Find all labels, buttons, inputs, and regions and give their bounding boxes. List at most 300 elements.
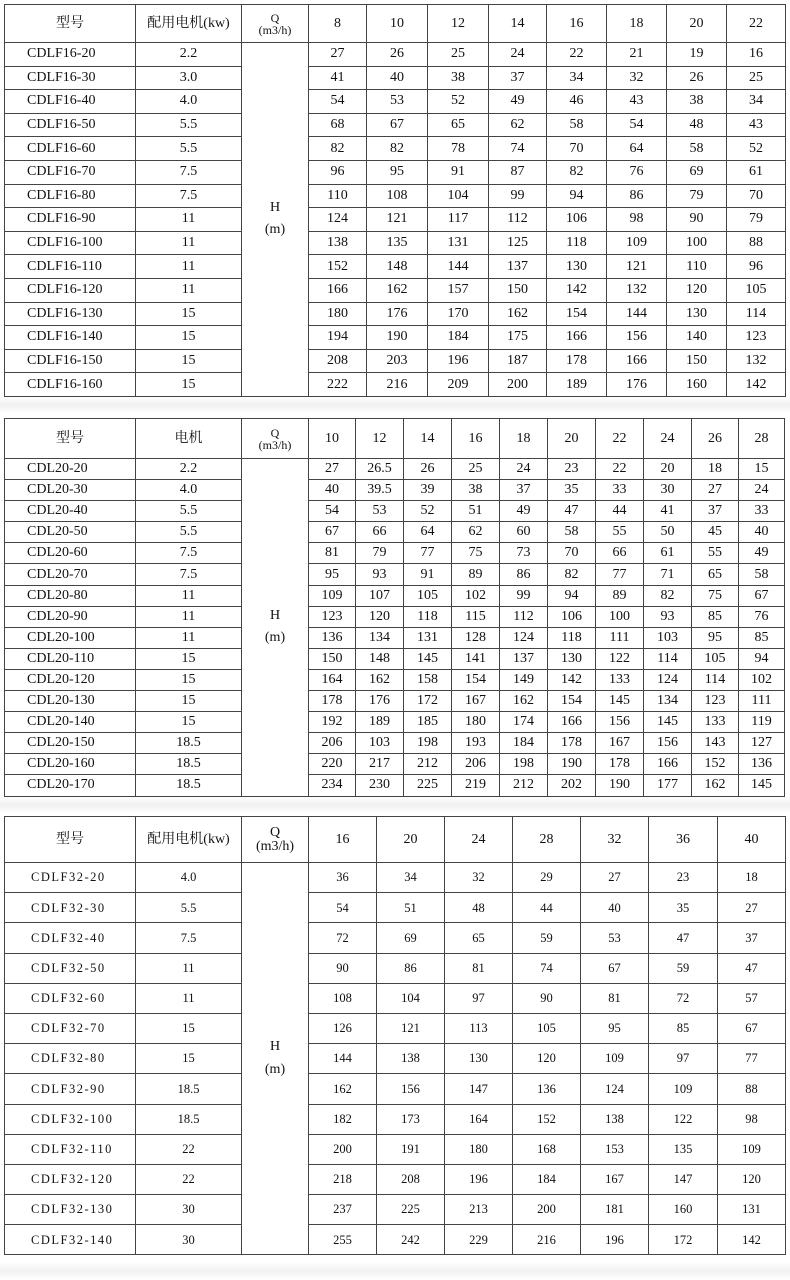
table-row [5, 893, 786, 923]
table-row [5, 43, 786, 67]
head-value-cell: 130 [547, 255, 607, 279]
head-value-cell: 140 [667, 326, 727, 350]
head-value-cell: 100 [596, 606, 644, 627]
head-value-cell: 145 [644, 712, 692, 733]
head-value-cell: 121 [607, 255, 667, 279]
head-value-cell: 94 [548, 585, 596, 606]
head-value-cell: 124 [309, 208, 367, 232]
motor-power-cell: 18.5 [136, 754, 242, 775]
header-flow-rate [242, 817, 309, 863]
head-value-cell: 90 [513, 983, 581, 1013]
head-value-cell: 172 [404, 691, 452, 712]
table-row [5, 923, 786, 953]
head-value-cell: 82 [367, 137, 428, 161]
head-value-cell: 22 [596, 459, 644, 480]
head-value-cell: 162 [489, 302, 547, 326]
head-symbol: H [269, 200, 281, 216]
head-value-cell: 24 [739, 480, 785, 501]
motor-power-cell: 11 [136, 278, 242, 302]
head-value-cell: 70 [547, 137, 607, 161]
head-value-cell: 222 [309, 373, 367, 397]
motor-power-cell: 11 [136, 953, 242, 983]
head-value-cell: 104 [428, 184, 489, 208]
model-cell: CDL20-80 [5, 585, 136, 606]
table-row [5, 160, 786, 184]
motor-power-cell: 11 [136, 255, 242, 279]
model-cell: CDL20-170 [5, 775, 136, 796]
head-value-cell: 15 [739, 459, 785, 480]
head-value-cell: 94 [739, 648, 785, 669]
head-value-cell: 76 [739, 606, 785, 627]
head-value-cell: 208 [377, 1164, 445, 1194]
model-cell: CDLF16-110 [5, 255, 136, 279]
head-value-cell: 124 [644, 669, 692, 690]
head-value-cell: 23 [548, 459, 596, 480]
model-cell: CDLF32-50 [5, 953, 136, 983]
head-value-cell: 152 [692, 754, 739, 775]
head-label-cell [242, 43, 309, 397]
table-row [5, 373, 786, 397]
head-value-cell: 135 [649, 1134, 718, 1164]
head-value-cell: 90 [309, 953, 377, 983]
head-value-cell: 167 [452, 691, 500, 712]
motor-power-cell: 4.0 [136, 90, 242, 114]
head-value-cell: 189 [356, 712, 404, 733]
head-value-cell: 49 [500, 501, 548, 522]
motor-power-cell: 22 [136, 1164, 242, 1194]
model-cell: CDL20-150 [5, 733, 136, 754]
head-value-cell: 94 [547, 184, 607, 208]
flow-value: 26 [692, 419, 739, 459]
head-value-cell: 37 [489, 66, 547, 90]
head-value-cell: 177 [644, 775, 692, 796]
head-value-cell: 59 [649, 953, 718, 983]
head-value-cell: 86 [500, 564, 548, 585]
head-value-cell: 91 [404, 564, 452, 585]
motor-power-cell: 7.5 [136, 543, 242, 564]
head-value-cell: 54 [309, 893, 377, 923]
head-value-cell: 137 [489, 255, 547, 279]
head-value-cell: 152 [309, 255, 367, 279]
model-cell: CDL20-70 [5, 564, 136, 585]
head-value-cell: 41 [309, 66, 367, 90]
head-value-cell: 127 [739, 733, 785, 754]
head-value-cell: 25 [727, 66, 786, 90]
model-cell: CDLF32-30 [5, 893, 136, 923]
model-cell: CDLF16-20 [5, 43, 136, 67]
model-cell: CDLF16-120 [5, 278, 136, 302]
head-value-cell: 60 [500, 522, 548, 543]
model-cell: CDL20-100 [5, 627, 136, 648]
model-cell: CDLF16-100 [5, 231, 136, 255]
head-value-cell: 36 [309, 863, 377, 893]
head-value-cell: 69 [667, 160, 727, 184]
head-value-cell: 40 [581, 893, 649, 923]
tbl1-body [5, 5, 786, 397]
head-value-cell: 150 [309, 648, 356, 669]
motor-power-cell: 30 [136, 1195, 242, 1225]
head-value-cell: 97 [649, 1044, 718, 1074]
head-value-cell: 98 [607, 208, 667, 232]
head-value-cell: 131 [718, 1195, 786, 1225]
table-row [5, 585, 785, 606]
head-value-cell: 193 [452, 733, 500, 754]
head-value-cell: 184 [428, 326, 489, 350]
head-value-cell: 93 [644, 606, 692, 627]
head-value-cell: 111 [596, 627, 644, 648]
flow-value: 40 [718, 817, 786, 863]
table-row [5, 733, 785, 754]
head-value-cell: 160 [649, 1195, 718, 1225]
head-value-cell: 190 [548, 754, 596, 775]
head-value-cell: 196 [445, 1164, 513, 1194]
model-cell: CDLF32-90 [5, 1074, 136, 1104]
table-row [5, 459, 785, 480]
head-value-cell: 124 [581, 1074, 649, 1104]
tbl2-body [5, 419, 785, 797]
motor-power-cell: 15 [136, 326, 242, 350]
head-value-cell: 118 [547, 231, 607, 255]
head-value-cell: 57 [718, 983, 786, 1013]
head-value-cell: 138 [581, 1104, 649, 1134]
motor-power-cell: 5.5 [136, 501, 242, 522]
head-value-cell: 106 [548, 606, 596, 627]
head-value-cell: 166 [309, 278, 367, 302]
head-value-cell: 32 [607, 66, 667, 90]
header-model: 型号 [5, 419, 136, 459]
table-row [5, 754, 785, 775]
head-value-cell: 142 [548, 669, 596, 690]
head-value-cell: 237 [309, 1195, 377, 1225]
head-value-cell: 166 [644, 754, 692, 775]
motor-power-cell: 5.5 [136, 522, 242, 543]
table-row [5, 953, 786, 983]
head-value-cell: 124 [500, 627, 548, 648]
header-row [5, 817, 786, 863]
head-value-cell: 148 [356, 648, 404, 669]
head-value-cell: 53 [356, 501, 404, 522]
head-value-cell: 65 [445, 923, 513, 953]
flow-value: 22 [596, 419, 644, 459]
table-row [5, 983, 786, 1013]
table-row [5, 137, 786, 161]
head-unit: (m) [264, 222, 286, 238]
model-cell: CDL20-110 [5, 648, 136, 669]
motor-power-cell: 18.5 [136, 1074, 242, 1104]
flow-value: 8 [309, 5, 367, 43]
head-value-cell: 109 [718, 1134, 786, 1164]
head-value-cell: 38 [667, 90, 727, 114]
head-value-cell: 24 [489, 43, 547, 67]
head-value-cell: 90 [667, 208, 727, 232]
head-value-cell: 162 [309, 1074, 377, 1104]
motor-power-cell: 22 [136, 1134, 242, 1164]
head-value-cell: 105 [404, 585, 452, 606]
head-value-cell: 142 [718, 1225, 786, 1255]
header-model: 型号 [5, 5, 136, 43]
head-value-cell: 132 [607, 278, 667, 302]
head-value-cell: 96 [309, 160, 367, 184]
motor-power-cell: 15 [136, 648, 242, 669]
head-value-cell: 58 [548, 522, 596, 543]
head-value-cell: 91 [428, 160, 489, 184]
head-value-cell: 78 [428, 137, 489, 161]
head-value-cell: 67 [309, 522, 356, 543]
head-value-cell: 49 [739, 543, 785, 564]
flow-value: 28 [513, 817, 581, 863]
flow-value: 24 [445, 817, 513, 863]
head-value-cell: 51 [452, 501, 500, 522]
motor-power-cell: 15 [136, 669, 242, 690]
head-value-cell: 98 [718, 1104, 786, 1134]
motor-power-cell: 7.5 [136, 564, 242, 585]
head-value-cell: 27 [692, 480, 739, 501]
head-value-cell: 122 [596, 648, 644, 669]
head-value-cell: 162 [356, 669, 404, 690]
model-cell: CDLF32-120 [5, 1164, 136, 1194]
head-value-cell: 178 [548, 733, 596, 754]
motor-power-cell: 30 [136, 1225, 242, 1255]
head-value-cell: 111 [739, 691, 785, 712]
performance-table-cdlf32 [4, 816, 786, 1255]
head-value-cell: 176 [607, 373, 667, 397]
tbl3-body [5, 817, 786, 1255]
head-value-cell: 50 [644, 522, 692, 543]
head-value-cell: 100 [667, 231, 727, 255]
motor-power-cell: 7.5 [136, 160, 242, 184]
head-value-cell: 97 [445, 983, 513, 1013]
head-value-cell: 190 [367, 326, 428, 350]
head-value-cell: 39 [404, 480, 452, 501]
head-value-cell: 86 [377, 953, 445, 983]
head-value-cell: 182 [309, 1104, 377, 1134]
table-row [5, 302, 786, 326]
motor-power-cell: 11 [136, 585, 242, 606]
motor-power-cell: 15 [136, 373, 242, 397]
head-value-cell: 82 [547, 160, 607, 184]
head-value-cell: 120 [718, 1164, 786, 1194]
table-row [5, 1104, 786, 1134]
head-value-cell: 130 [445, 1044, 513, 1074]
model-cell: CDLF16-70 [5, 160, 136, 184]
head-value-cell: 206 [309, 733, 356, 754]
head-value-cell: 126 [309, 1013, 377, 1043]
head-value-cell: 123 [727, 326, 786, 350]
head-value-cell: 181 [581, 1195, 649, 1225]
head-value-cell: 86 [607, 184, 667, 208]
head-value-cell: 81 [581, 983, 649, 1013]
flow-symbol: Q [269, 824, 281, 840]
flow-value: 20 [377, 817, 445, 863]
flow-value: 10 [309, 419, 356, 459]
head-value-cell: 35 [649, 893, 718, 923]
head-value-cell: 185 [404, 712, 452, 733]
model-cell: CDLF16-130 [5, 302, 136, 326]
head-value-cell: 34 [377, 863, 445, 893]
head-value-cell: 134 [644, 691, 692, 712]
head-value-cell: 118 [548, 627, 596, 648]
head-value-cell: 168 [513, 1134, 581, 1164]
head-value-cell: 72 [309, 923, 377, 953]
head-value-cell: 212 [500, 775, 548, 796]
motor-power-cell: 15 [136, 712, 242, 733]
head-value-cell: 164 [445, 1104, 513, 1134]
head-value-cell: 130 [548, 648, 596, 669]
model-cell: CDLF32-40 [5, 923, 136, 953]
head-value-cell: 53 [581, 923, 649, 953]
head-value-cell: 200 [489, 373, 547, 397]
head-value-cell: 113 [445, 1013, 513, 1043]
head-value-cell: 107 [356, 585, 404, 606]
head-value-cell: 135 [367, 231, 428, 255]
head-value-cell: 154 [547, 302, 607, 326]
head-value-cell: 26.5 [356, 459, 404, 480]
head-value-cell: 82 [309, 137, 367, 161]
model-cell: CDLF32-110 [5, 1134, 136, 1164]
head-value-cell: 150 [489, 278, 547, 302]
head-value-cell: 166 [607, 349, 667, 373]
head-value-cell: 87 [489, 160, 547, 184]
head-value-cell: 77 [718, 1044, 786, 1074]
table-row [5, 775, 785, 796]
head-value-cell: 131 [428, 231, 489, 255]
head-value-cell: 128 [452, 627, 500, 648]
head-unit: (m) [264, 630, 286, 646]
head-label-cell [242, 459, 309, 797]
head-value-cell: 194 [309, 326, 367, 350]
table-row [5, 501, 785, 522]
motor-power-cell: 11 [136, 627, 242, 648]
head-value-cell: 30 [644, 480, 692, 501]
head-value-cell: 200 [513, 1195, 581, 1225]
head-value-cell: 133 [596, 669, 644, 690]
head-value-cell: 141 [452, 648, 500, 669]
head-value-cell: 174 [500, 712, 548, 733]
head-value-cell: 18 [692, 459, 739, 480]
head-value-cell: 55 [596, 522, 644, 543]
head-value-cell: 23 [649, 863, 718, 893]
model-cell: CDLF32-130 [5, 1195, 136, 1225]
model-cell: CDL20-30 [5, 480, 136, 501]
motor-power-cell: 5.5 [136, 137, 242, 161]
head-value-cell: 46 [547, 90, 607, 114]
head-value-cell: 156 [644, 733, 692, 754]
head-value-cell: 162 [500, 691, 548, 712]
motor-power-cell: 11 [136, 208, 242, 232]
head-value-cell: 109 [649, 1074, 718, 1104]
head-value-cell: 184 [513, 1164, 581, 1194]
head-value-cell: 67 [739, 585, 785, 606]
flow-symbol: Q [270, 425, 280, 440]
table-row [5, 1134, 786, 1164]
head-value-cell: 167 [581, 1164, 649, 1194]
table-row [5, 184, 786, 208]
head-value-cell: 52 [428, 90, 489, 114]
head-value-cell: 89 [596, 585, 644, 606]
model-cell: CDLF32-80 [5, 1044, 136, 1074]
head-value-cell: 118 [404, 606, 452, 627]
motor-power-cell: 11 [136, 231, 242, 255]
flow-value: 16 [309, 817, 377, 863]
model-cell: CDLF16-140 [5, 326, 136, 350]
model-cell: CDLF16-60 [5, 137, 136, 161]
head-value-cell: 52 [727, 137, 786, 161]
head-value-cell: 114 [644, 648, 692, 669]
head-value-cell: 37 [500, 480, 548, 501]
head-value-cell: 79 [667, 184, 727, 208]
head-value-cell: 76 [607, 160, 667, 184]
head-value-cell: 198 [500, 754, 548, 775]
table-row [5, 627, 785, 648]
head-value-cell: 64 [607, 137, 667, 161]
head-value-cell: 218 [309, 1164, 377, 1194]
model-cell: CDL20-120 [5, 669, 136, 690]
head-value-cell: 166 [548, 712, 596, 733]
model-cell: CDLF16-160 [5, 373, 136, 397]
head-value-cell: 95 [692, 627, 739, 648]
head-value-cell: 200 [309, 1134, 377, 1164]
head-value-cell: 144 [428, 255, 489, 279]
head-value-cell: 115 [452, 606, 500, 627]
model-cell: CDL20-60 [5, 543, 136, 564]
head-value-cell: 34 [547, 66, 607, 90]
head-value-cell: 196 [428, 349, 489, 373]
table-row [5, 648, 785, 669]
head-value-cell: 149 [500, 669, 548, 690]
motor-power-cell: 18.5 [136, 775, 242, 796]
head-value-cell: 105 [513, 1013, 581, 1043]
head-value-cell: 153 [581, 1134, 649, 1164]
motor-power-cell: 4.0 [136, 863, 242, 893]
head-value-cell: 242 [377, 1225, 445, 1255]
flow-value: 10 [367, 5, 428, 43]
head-symbol: H [269, 1039, 281, 1055]
head-value-cell: 152 [513, 1104, 581, 1134]
motor-power-cell: 7.5 [136, 184, 242, 208]
head-value-cell: 106 [547, 208, 607, 232]
head-value-cell: 112 [500, 606, 548, 627]
head-value-cell: 95 [367, 160, 428, 184]
head-value-cell: 114 [692, 669, 739, 690]
head-value-cell: 120 [667, 278, 727, 302]
head-value-cell: 230 [356, 775, 404, 796]
head-value-cell: 62 [452, 522, 500, 543]
head-value-cell: 166 [547, 326, 607, 350]
model-cell: CDLF16-30 [5, 66, 136, 90]
motor-power-cell: 11 [136, 983, 242, 1013]
head-value-cell: 99 [489, 184, 547, 208]
head-value-cell: 147 [649, 1164, 718, 1194]
head-value-cell: 138 [377, 1044, 445, 1074]
table-row [5, 113, 786, 137]
head-value-cell: 255 [309, 1225, 377, 1255]
head-value-cell: 137 [500, 648, 548, 669]
head-value-cell: 38 [428, 66, 489, 90]
head-value-cell: 148 [367, 255, 428, 279]
head-value-cell: 219 [452, 775, 500, 796]
head-value-cell: 37 [718, 923, 786, 953]
head-value-cell: 162 [692, 775, 739, 796]
head-value-cell: 33 [596, 480, 644, 501]
head-value-cell: 192 [309, 712, 356, 733]
head-value-cell: 48 [667, 113, 727, 137]
head-value-cell: 61 [644, 543, 692, 564]
table-row [5, 1044, 786, 1074]
head-value-cell: 145 [404, 648, 452, 669]
head-value-cell: 122 [649, 1104, 718, 1134]
head-value-cell: 96 [727, 255, 786, 279]
head-value-cell: 114 [727, 302, 786, 326]
